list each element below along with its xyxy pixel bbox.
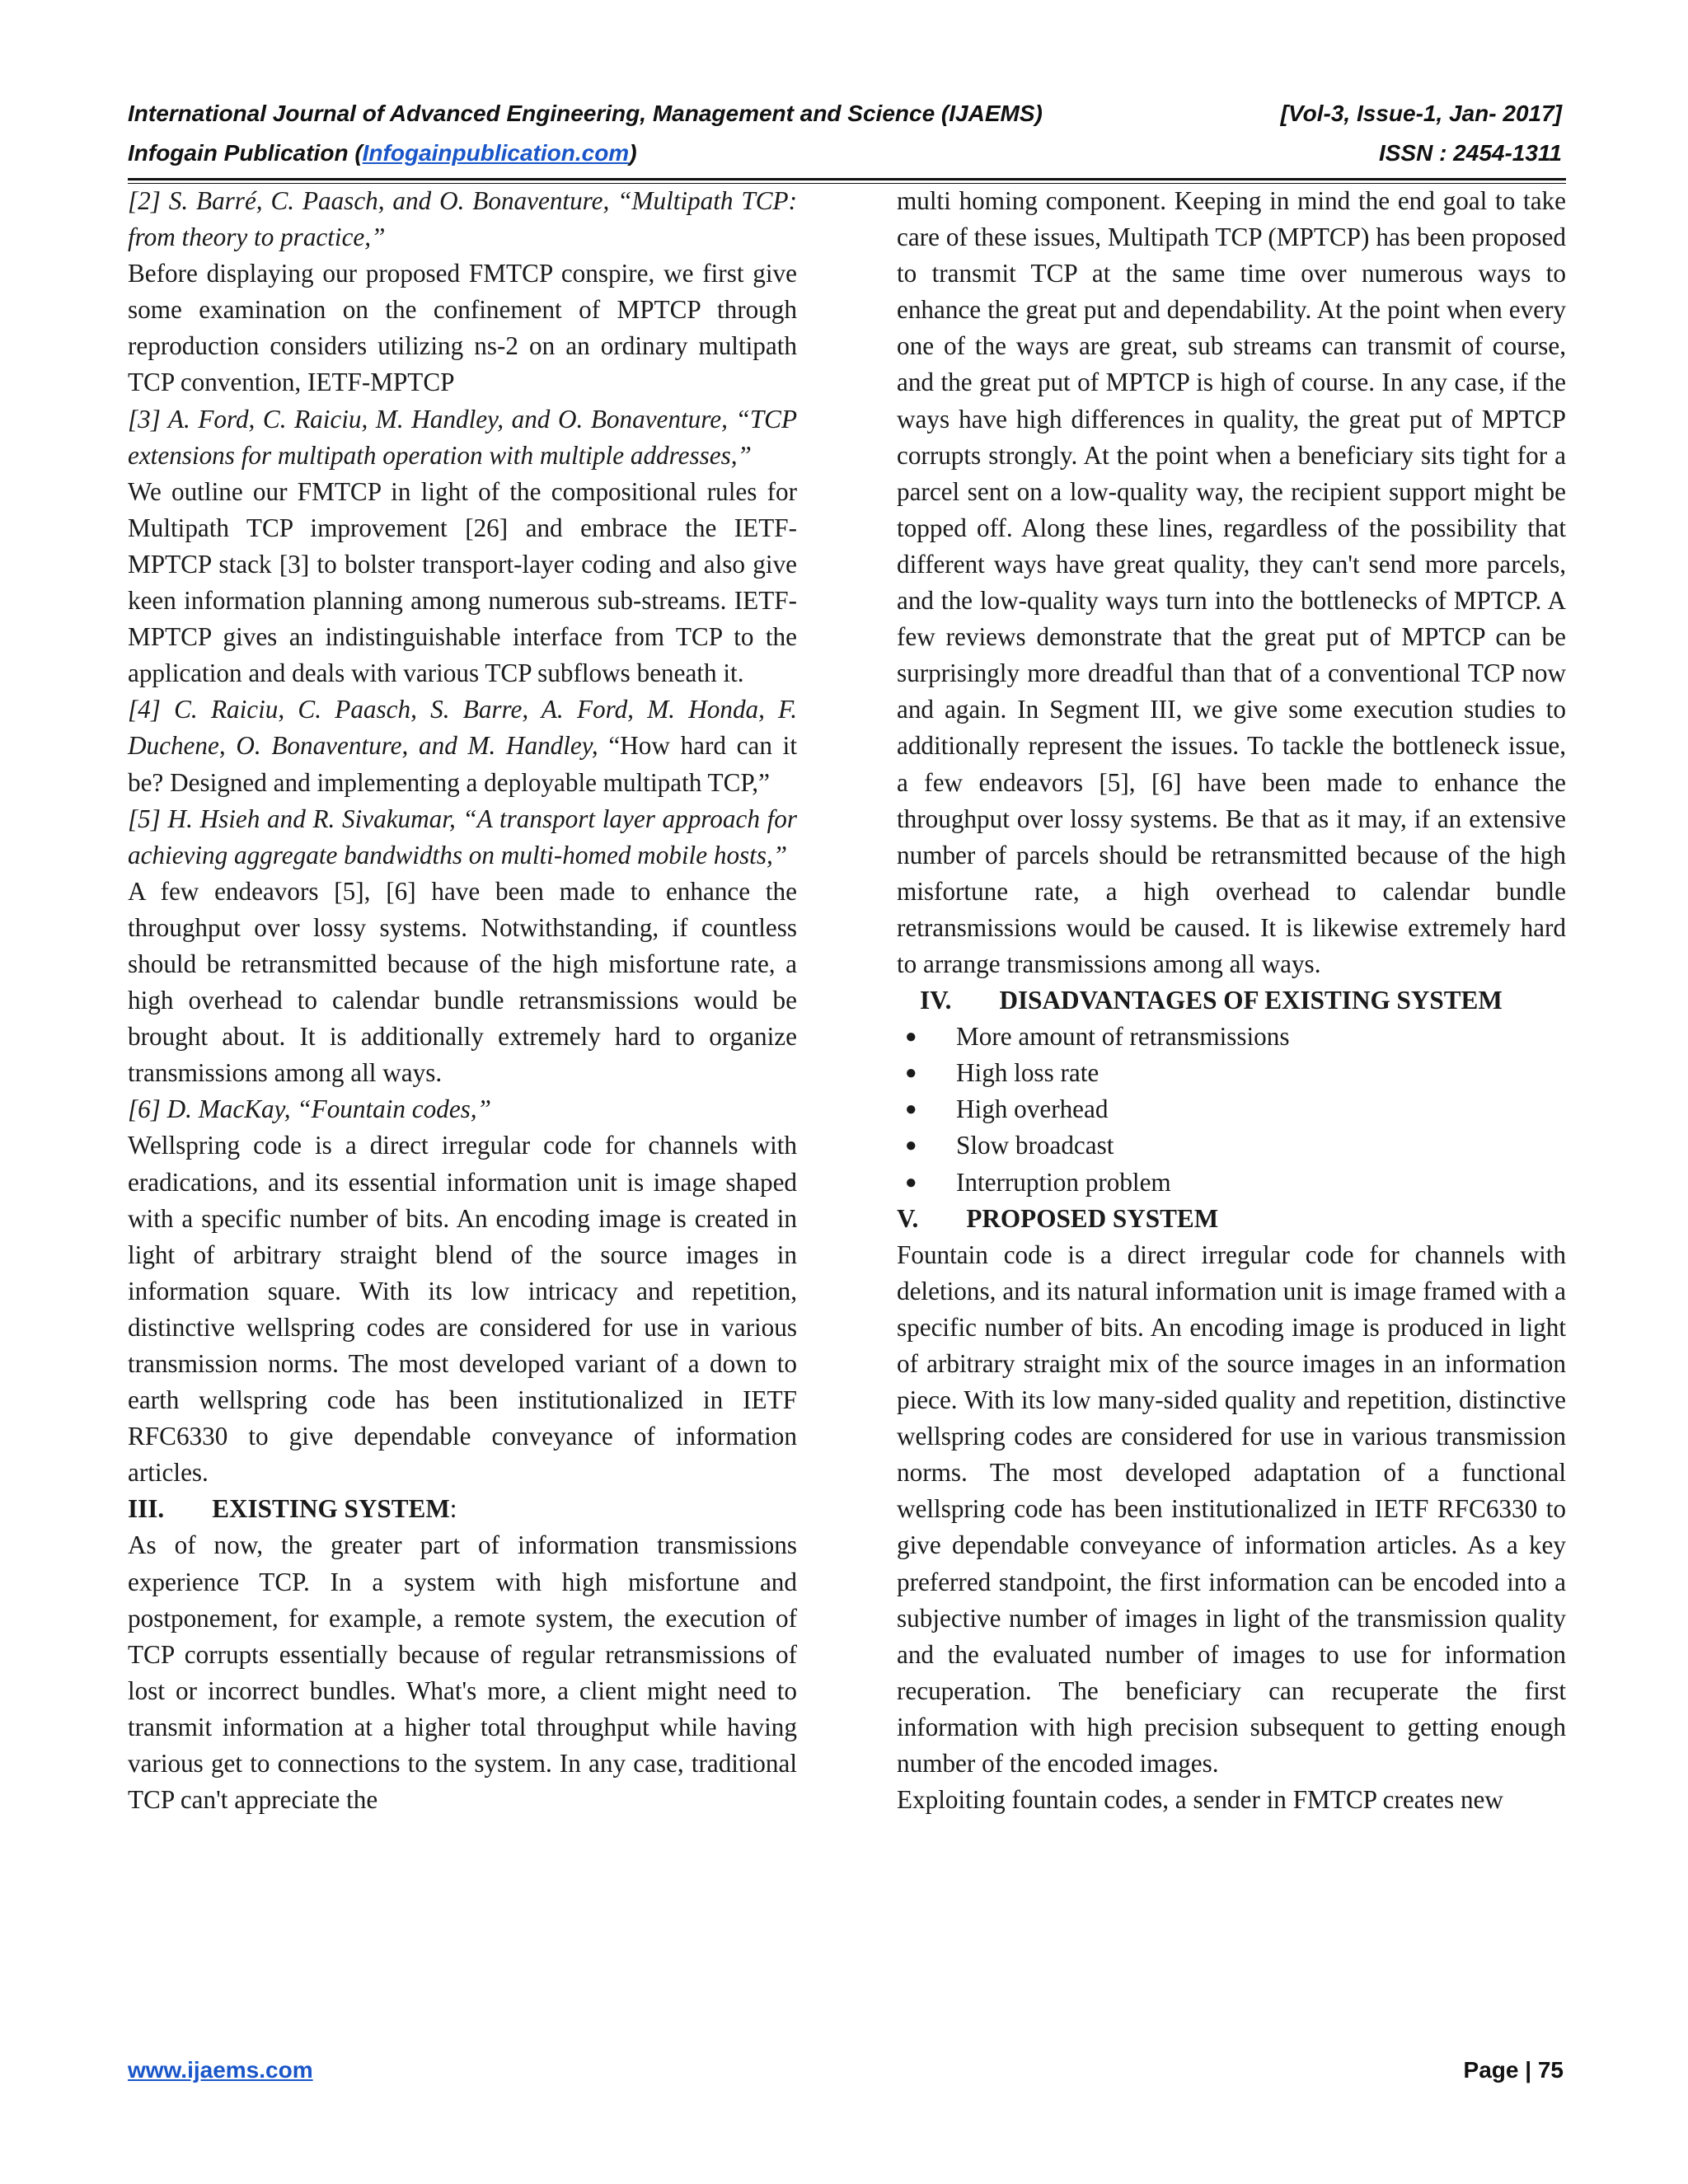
bullet-icon: ●	[905, 1026, 917, 1048]
reference-3: [3] A. Ford, C. Raiciu, M. Handley, and O. Bonaventure, “TCP extensions for multipath operation with multiple addresses,”	[128, 404, 797, 470]
section-title: PROPOSED SYSTEM	[966, 1203, 1219, 1233]
section-number: III.	[128, 1494, 165, 1524]
bullet-icon: ●	[905, 1062, 917, 1085]
list-item: ● Slow broadcast	[897, 1127, 1566, 1164]
issn: ISSN : 2454-1311	[1378, 140, 1562, 166]
section-number: IV.	[920, 986, 952, 1015]
left-column	[128, 183, 797, 1818]
reference-4-title: “How hard can it be? Designed and implementing a deployable multipath TCP,”	[128, 731, 797, 797]
page-number: Page | 75	[1463, 2057, 1564, 2083]
paragraph: We outline our FMTCP in light of the compositional rules for Multipath TCP improvement [26] and embrace the IETF-MPTCP stack [3] to bolster transport-layer coding and also give keen information planning among numerous sub-streams. IETF-MPTCP gives an indistinguishable interface from TCP to the application and deals with various TCP subflows beneath it.	[128, 476, 797, 688]
website-link[interactable]: www.ijaems.com	[128, 2057, 313, 2083]
section-heading-disadvantages	[897, 982, 1566, 1019]
paragraph: A few endeavors [5], [6] have been made to enhance the throughput over lossy systems. Notwithstanding, if countless should be retransmitted because of the high misfortune rate, a high overhead to calendar bundle retransmissions would be brought about. It is additionally extremely hard to organize transmissions among all ways.	[128, 876, 797, 1088]
list-item: ● More amount of retransmissions	[897, 1019, 1566, 1055]
paragraph: Wellspring code is a direct irregular code for channels with eradications, and its essential information unit is image shaped with a specific number of bits. An encoding image is created in light of arbitrary straight blend of the source images in information square. With its low intricacy and repetition, distinctive wellspring codes are considered for use in various transmission norms. The most developed variant of a down to earth wellspring code has been institutionalized in IETF RFC6330 to give dependable conveyance of information articles.	[128, 1131, 797, 1488]
section-heading-existing-system	[128, 1491, 797, 1527]
paragraph: multi homing component. Keeping in mind the end goal to take care of these issues, Multipath TCP (MPTCP) has been proposed to transmit TCP at the same time over numerous ways to enhance the great put and dependability. At the point when every one of the ways are great, sub streams can transmit of course, and the great put of MPTCP is high of course. In any case, if the ways have high differences in quality, the great put of MPTCP corrupts strongly. At the point when a beneficiary sits tight for a parcel sent on a low-quality way, the recipient support might be topped off. Along these lines, regardless of the possibility that different ways have great quality, they can't send more parcels, and the low-quality ways turn into the bottlenecks of MPTCP. A few reviews demonstrate that the great put of MPTCP can be surprisingly more dreadful than that of a conventional TCP now and again. In Segment III, we give some execution studies to additionally represent the issues. To tackle the bottleneck issue, a few endeavors [5], [6] have been made to enhance the throughput over lossy systems. Be that as it may, if an extensive number of parcels should be retransmitted because of the high misfortune rate, a high overhead to calendar bundle retransmissions would be caused. It is likewise extremely hard to arrange transmissions among all ways.	[897, 186, 1566, 978]
running-header-top	[128, 101, 1562, 127]
paragraph: Before displaying our proposed FMTCP conspire, we first give some examination on the confinement of MPTCP through reproduction considers utilizing ns-2 on an ordinary multipath TCP convention, IETF-MPTCP	[128, 259, 797, 397]
bullet-icon: ●	[905, 1171, 917, 1193]
section-title: DISADVANTAGES OF EXISTING SYSTEM	[999, 986, 1503, 1015]
bullet-icon: ●	[905, 1135, 917, 1157]
publisher-label	[128, 140, 637, 166]
reference-6: [6] D. MacKay, “Fountain codes,”	[128, 1094, 491, 1124]
paragraph: Exploiting fountain codes, a sender in FMTCP creates new	[897, 1785, 1503, 1815]
publisher-suffix: )	[629, 140, 637, 166]
reference-2: [2] S. Barré, C. Paasch, and O. Bonaventure, “Multipath TCP: from theory to practice,”	[128, 186, 797, 252]
publisher-link[interactable]: Infogainpublication.com	[362, 140, 630, 166]
reference-5: [5] H. Hsieh and R. Sivakumar, “A transport layer approach for achieving aggregate bandwidths on multi-homed mobile hosts,”	[128, 804, 797, 869]
section-title: EXISTING SYSTEM	[212, 1494, 450, 1524]
list-item: ● High overhead	[897, 1091, 1566, 1127]
list-item: ● High loss rate	[897, 1055, 1566, 1091]
section-heading-proposed-system	[897, 1201, 1566, 1237]
list-item: ● Interruption problem	[897, 1165, 1566, 1201]
right-column	[897, 183, 1566, 1818]
journal-title: International Journal of Advanced Engineering, Management and Science (IJAEMS)	[128, 101, 1043, 126]
paragraph: Fountain code is a direct irregular code for channels with deletions, and its natural information unit is image framed with a specific number of bits. An encoding image is produced in light of arbitrary straight mix of the source images in an information piece. With its low many-sided quality and repetition, distinctive wellspring codes are considered for use in various transmission norms. The most developed adaptation of a functional wellspring code has been institutionalized in IETF RFC6330 to give dependable conveyance of information articles. As a key preferred standpoint, the first information can be encoded into a subjective number of images in light of the transmission quality and the evaluated number of images to use for information recuperation. The beneficiary can recuperate the first information with high precision subsequent to getting enough number of the encoded images.	[897, 1240, 1566, 1779]
paragraph: As of now, the greater part of information transmissions experience TCP. In a system with high misfortune and postponement, for example, a remote system, the execution of TCP corrupts essentially because of regular retransmissions of lost or incorrect bundles. What's more, a client might need to transmit information at a higher total throughput while having various get to connections to the system. In any case, traditional TCP can't appreciate the	[128, 1530, 797, 1815]
disadvantages-list	[897, 1019, 1566, 1200]
bullet-icon: ●	[905, 1099, 917, 1121]
reference-4	[128, 691, 797, 800]
volume-info: [Vol-3, Issue-1, Jan- 2017]	[1280, 101, 1562, 126]
reference-4-authors: [4] C. Raiciu, C. Paasch, S. Barre, A. Ford, M. Honda, F. Duchene, O. Bonaventure, and M. Handley,	[128, 695, 797, 761]
section-colon: :	[449, 1494, 457, 1524]
running-header-bottom	[128, 140, 1562, 166]
section-number: V.	[897, 1203, 919, 1233]
publisher-prefix: Infogain Publication (	[128, 140, 363, 166]
